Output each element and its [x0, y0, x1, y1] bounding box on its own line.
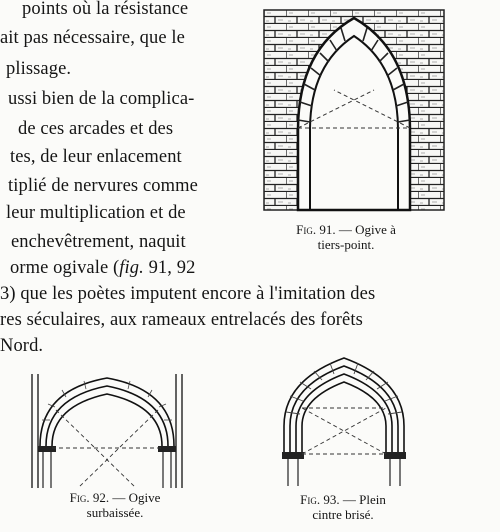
figure-93-illustration	[278, 356, 410, 486]
figure-93-number: Fig. 93.	[300, 492, 340, 507]
figure-92-caption: Fig. 92. — Ogive surbaissée.	[30, 490, 200, 520]
figure-91-number: Fig. 91.	[296, 222, 336, 237]
text-line-4: ussi bien de la complica-	[8, 89, 195, 109]
text-line-6: tes, de leur enlacement	[10, 147, 182, 167]
text-line-11: 3) que les poètes imputent encore à l'imitation des	[0, 284, 376, 304]
text-line-8: leur multiplication et de	[6, 203, 186, 223]
figure-91-caption: Fig. 91. — Ogive à tiers-point.	[262, 222, 430, 252]
text-line-10: orme ogivale (fig. 91, 92	[10, 258, 196, 278]
text-line-1: points où la résistance	[22, 0, 189, 19]
figure-93-title: Plein	[359, 492, 386, 507]
figure-92-title-line-2: surbaissée.	[86, 505, 144, 520]
text-line-2: ait pas nécessaire, que le	[0, 28, 185, 48]
figure-91-title: Ogive à	[355, 222, 396, 237]
figure-91-title-line-2: tiers-point.	[317, 237, 375, 252]
text-line-7: tiplié de nervures comme	[8, 176, 198, 196]
figure-93-caption: Fig. 93. — Plein cintre brisé.	[268, 492, 418, 522]
text-line-5: de ces arcades et des	[18, 119, 174, 139]
figure-92-number: Fig. 92.	[69, 490, 110, 505]
figure-92-title: Ogive	[128, 490, 161, 505]
text-line-12: res séculaires, aux rameaux entrelacés des forêts	[0, 310, 363, 330]
figure-92-illustration	[26, 370, 188, 488]
text-line-13: Nord.	[0, 336, 44, 356]
figure-91-illustration	[264, 10, 444, 218]
figure-93-title-line-2: cintre brisé.	[312, 507, 374, 522]
text-line-3: plissage.	[6, 59, 72, 79]
text-line-9: enchevêtrement, naquit	[11, 232, 186, 252]
